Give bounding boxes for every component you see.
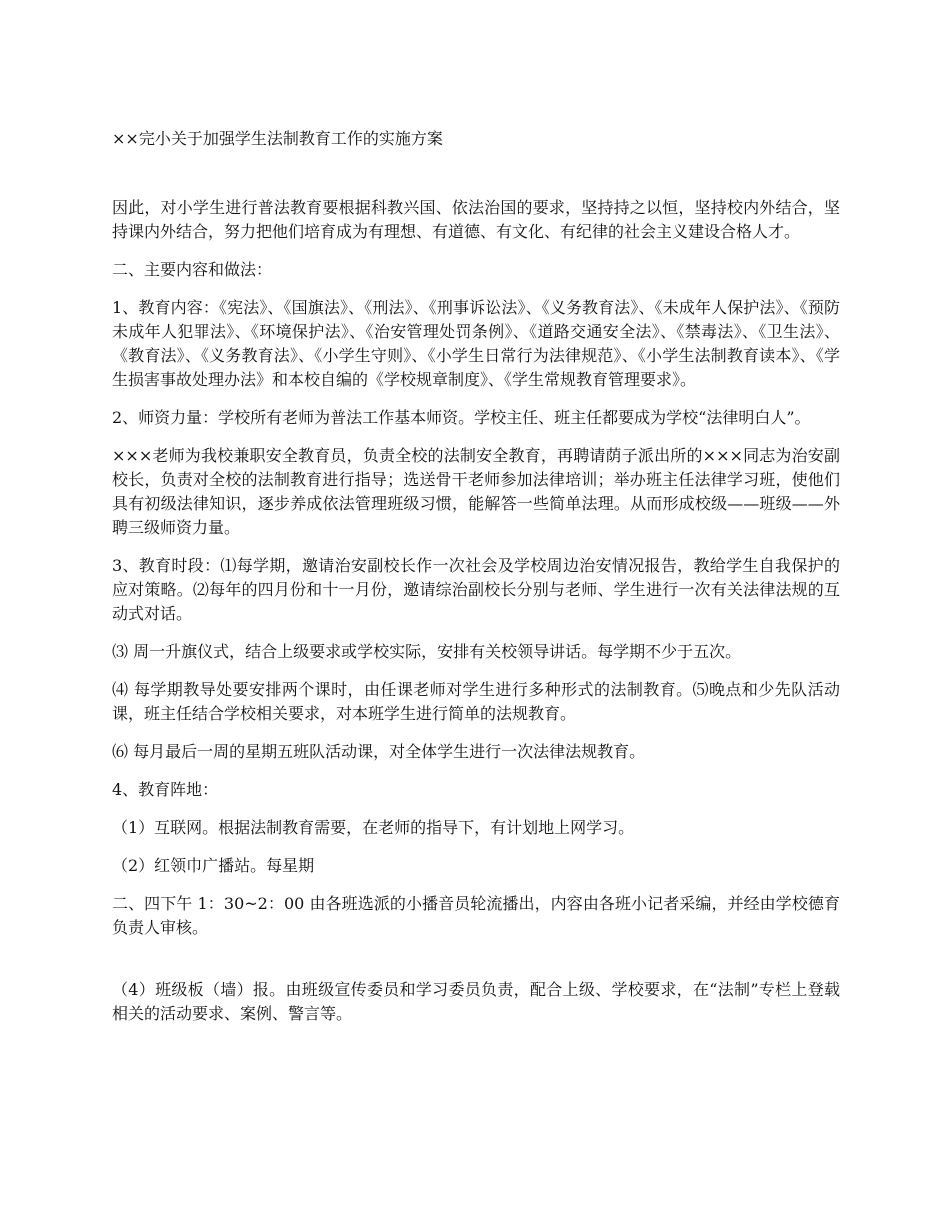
paragraph-safety-officer: ×××老师为我校兼职安全教育员，负责全校的法制安全教育，再聘请荫子派出所的×××同志为治安副校长，负责对全校的法制教育进行指导；选送骨干老师参加法律培训；举办班主任法律学习班，使他们具有初级法律知识，逐步养成依法管理班级习惯，能解答一些简单法理。从而形成校级——班级——外聘三级师资力量。 xyxy=(112,446,840,537)
paragraph-internet: （1）互联网。根据法制教育需要，在老师的指导下，有计划地上网学习。 xyxy=(112,818,635,837)
section-heading-main-content: 二、主要内容和做法： xyxy=(112,260,273,279)
paragraph-radio-station: （2）红领巾广播站。每星期 xyxy=(112,856,315,875)
paragraph-radio-schedule: 二、四下午 1：30~2：00 由各班选派的小播音员轮流播出，内容由各班小记者采编，并经由学校德育负责人审核。 xyxy=(112,894,840,937)
document-body xyxy=(112,196,840,1040)
paragraph-education-content: 1、教育内容：《宪法》、《国旗法》、《刑法》、《刑事诉讼法》、《义务教育法》、《未成年人保护法》、《预防未成年人犯罪法》、《环境保护法》、《治安管理处罚条例》、《道路交通安全法》、《禁毒法》、《卫生法》、《教育法》、《义务教育法》、《小学生守则》、《小学生日常行为法律规范》、《小学生法制教育读本》、《学生损害事故处理办法》和本校自编的《学校规章制度》、《学生常规教育管理要求》。 xyxy=(112,298,840,389)
paragraph-teaching-staff: 2、师资力量：学校所有老师为普法工作基本师资。学校主任、班主任都要成为学校“法律明白人”。 xyxy=(112,408,811,427)
paragraph-education-schedule: 3、教育时段：⑴每学期，邀请治安副校长作一次社会及学校周边治安情况报告，教给学生自我保护的应对策略。⑵每年的四月份和十一月份，邀请综治副校长分别与老师、学生进行一次有关法律法规的互动式对话。 xyxy=(112,556,840,623)
paragraph-blackboard: （4）班级板（墙）报。由班级宣传委员和学习委员负责，配合上级、学校要求，在“法制”专栏上登载相关的活动要求、案例、警言等。 xyxy=(112,980,840,1023)
section-heading-education-venues: 4、教育阵地： xyxy=(112,780,219,799)
paragraph-class-hours: ⑷ 每学期教导处要安排两个课时，由任课老师对学生进行多种形式的法制教育。⑸晚点和少先队活动课，班主任结合学校相关要求，对本班学生进行简单的法规教育。 xyxy=(112,680,840,723)
paragraph-monthly-class: ⑹ 每月最后一周的星期五班队活动课，对全体学生进行一次法律法规教育。 xyxy=(112,742,646,761)
document-title: ××完小关于加强学生法制教育工作的实施方案 xyxy=(112,129,443,148)
paragraph-intro: 因此，对小学生进行普法教育要根据科教兴国、依法治国的要求，坚持持之以恒，坚持校内外结合，坚持课内外结合，努力把他们培育成为有理想、有道德、有文化、有纪律的社会主义建设合格人才。 xyxy=(112,198,840,241)
paragraph-flag-ceremony: ⑶ 周一升旗仪式，结合上级要求或学校实际，安排有关校领导讲话。每学期不少于五次。 xyxy=(112,642,742,661)
